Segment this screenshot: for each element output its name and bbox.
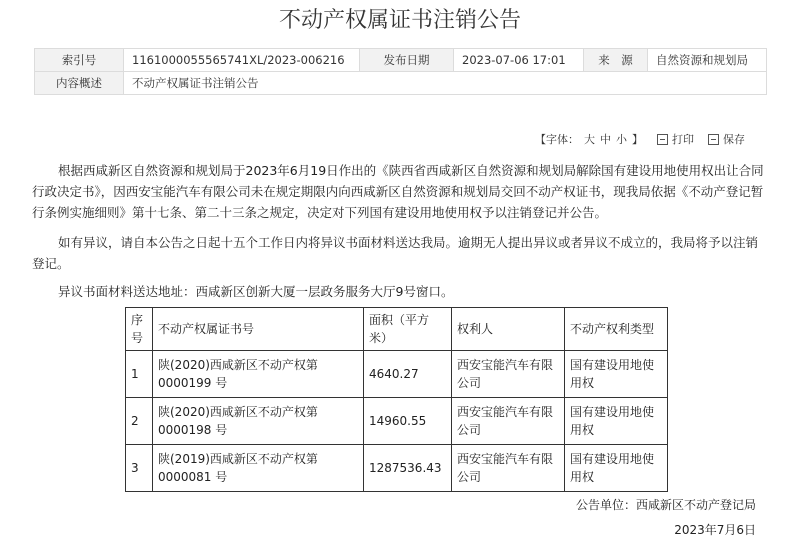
col-header-owner: 权利人	[452, 308, 565, 351]
print-icon	[657, 134, 668, 145]
col-header-right-type: 不动产权利类型	[565, 308, 668, 351]
print-label: 打印	[672, 133, 694, 146]
summary-value: 不动产权属证书注销公告	[124, 72, 767, 95]
meta-row	[35, 72, 767, 95]
save-button[interactable]	[708, 131, 745, 147]
cell-owner: 西安宝能汽车有限公司	[452, 351, 565, 398]
paragraph-address: 异议书面材料送达地址：西咸新区创新大厦一层政务服务大厅9号窗口。	[58, 284, 454, 299]
index-label: 索引号	[35, 49, 124, 72]
source-label: 来 源	[584, 49, 648, 72]
cell-seq: 2	[126, 398, 153, 445]
page-title: 不动产权属证书注销公告	[278, 8, 521, 33]
source-value: 自然资源和规划局	[648, 49, 767, 72]
issue-date: 2023年7月6日	[674, 523, 756, 537]
cell-right-type: 国有建设用地使用权	[565, 351, 668, 398]
table-row	[126, 398, 668, 445]
index-value: 1161000055565741XL/2023-006216	[124, 49, 360, 72]
cell-area: 14960.55	[364, 398, 452, 445]
meta-row	[35, 49, 767, 72]
cell-seq: 3	[126, 445, 153, 492]
font-size-small-link[interactable]: 小	[616, 133, 627, 146]
col-header-area: 面积（平方米）	[364, 308, 452, 351]
font-size-end: 】	[632, 133, 643, 146]
issuing-unit: 公告单位：西咸新区不动产登记局	[575, 498, 756, 512]
font-size-switcher	[535, 131, 643, 147]
cell-cert-no: 陕(2020)西咸新区不动产权第0000199 号	[153, 351, 364, 398]
cell-area: 4640.27	[364, 351, 452, 398]
print-button[interactable]	[657, 131, 694, 147]
table-row	[126, 351, 668, 398]
paragraph-objection: 如有异议，请自本公告之日起十五个工作日内将异议书面材料送达我局。逾期无人提出异议或者异议不成立的，我局将予以注销登记。	[32, 235, 759, 271]
publish-date-label: 发布日期	[360, 49, 454, 72]
col-header-cert-no: 不动产权属证书号	[153, 308, 364, 351]
save-label: 保存	[723, 133, 745, 146]
cell-cert-no: 陕(2019)西咸新区不动产权第0000081 号	[153, 445, 364, 492]
font-size-medium-link[interactable]: 中	[600, 133, 611, 146]
meta-info-table	[34, 48, 767, 95]
font-size-large-link[interactable]: 大	[584, 133, 595, 146]
cell-right-type: 国有建设用地使用权	[565, 445, 668, 492]
article-tools	[535, 131, 745, 147]
cell-seq: 1	[126, 351, 153, 398]
cell-right-type: 国有建设用地使用权	[565, 398, 668, 445]
cell-owner: 西安宝能汽车有限公司	[452, 398, 565, 445]
summary-label: 内容概述	[35, 72, 124, 95]
cell-cert-no: 陕(2020)西咸新区不动产权第0000198 号	[153, 398, 364, 445]
cell-owner: 西安宝能汽车有限公司	[452, 445, 565, 492]
save-icon	[708, 134, 719, 145]
publish-date-value: 2023-07-06 17:01	[454, 49, 584, 72]
table-row	[126, 445, 668, 492]
paragraph-decision: 根据西咸新区自然资源和规划局于2023年6月19日作出的《陕西省西咸新区自然资源和规划局解除国有建设用地使用权出让合同行政决定书》，因西安宝能汽车有限公司未在规定期限内向西咸新区自然资源和规划局交回不动产权证书，现我局依据《不动产登记暂行条例实施细则》第十七条、第二十三条之规定，决定对下列国有建设用地使用权予以注销登记并公告。	[32, 163, 764, 220]
certificate-table	[125, 307, 668, 492]
col-header-seq: 序号	[126, 308, 153, 351]
cell-area: 1287536.43	[364, 445, 452, 492]
table-header-row	[126, 308, 668, 351]
font-size-label: 【字体：	[535, 133, 579, 146]
